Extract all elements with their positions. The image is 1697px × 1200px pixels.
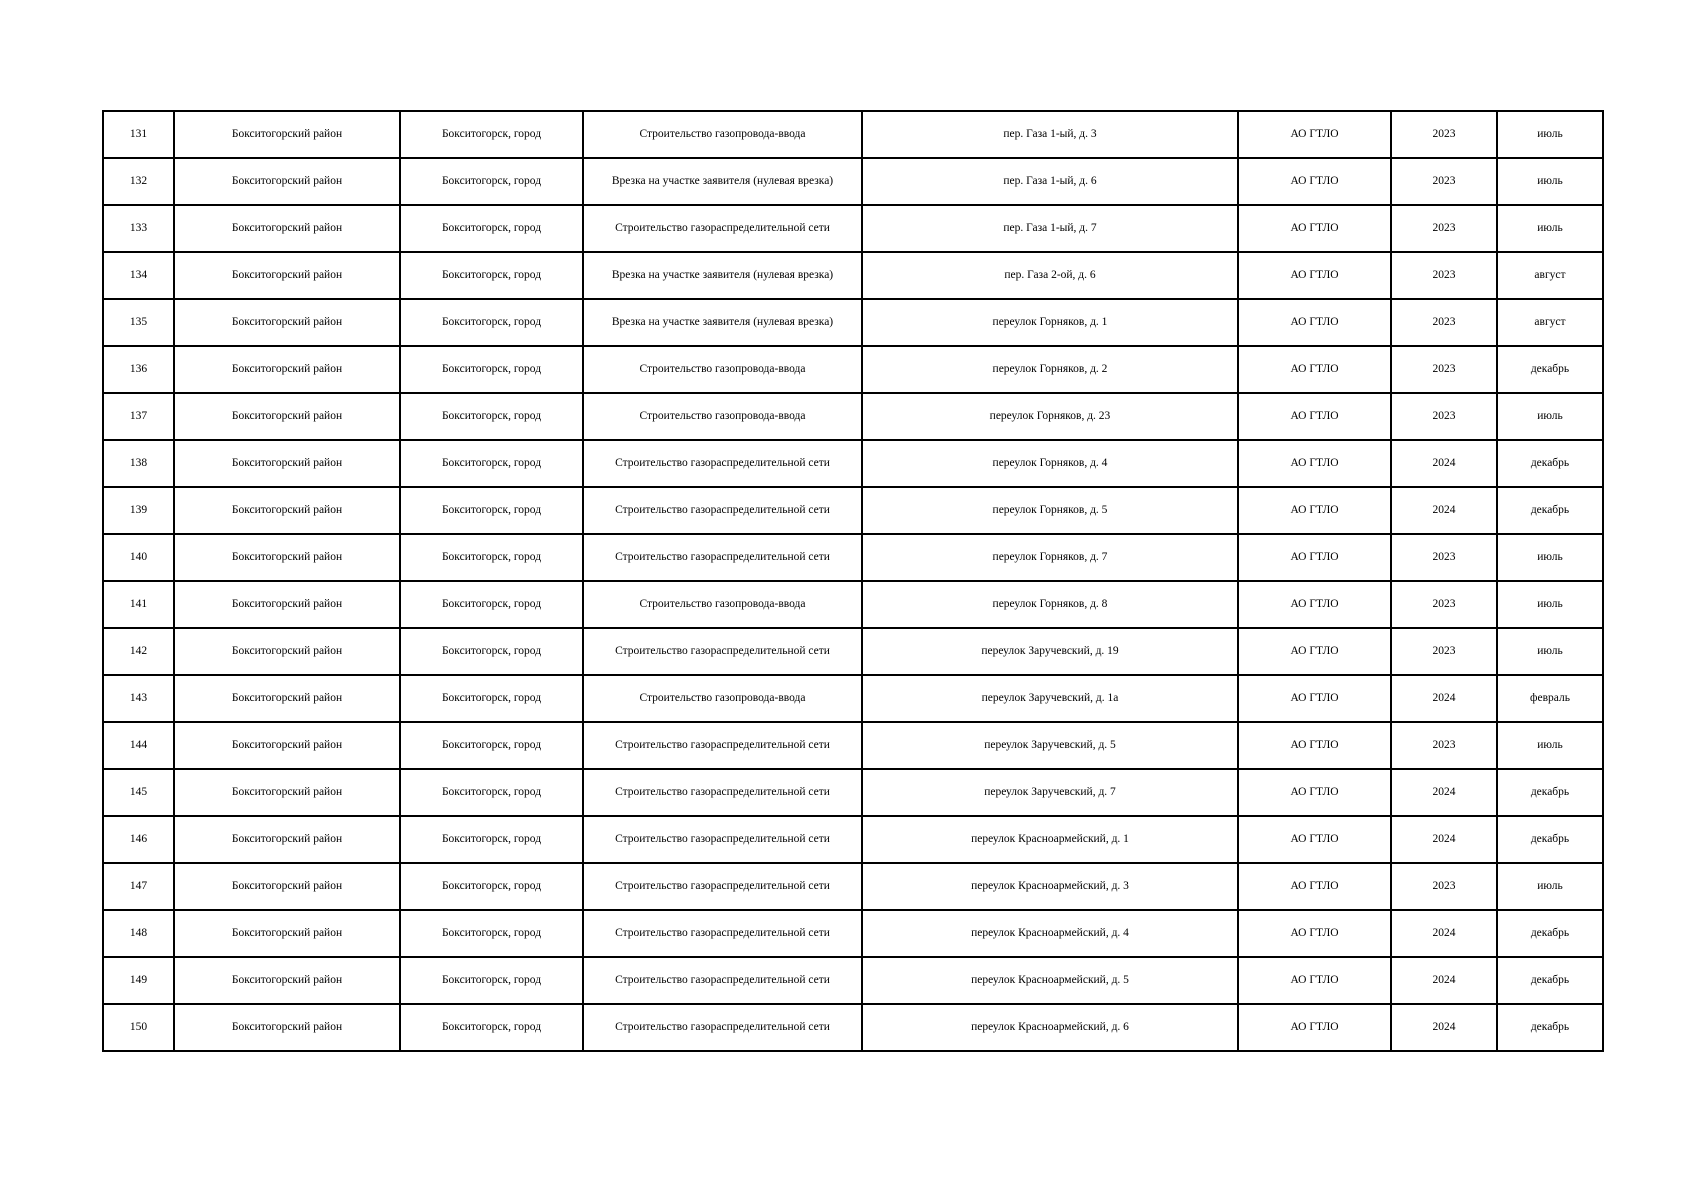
year-cell: 2024 (1391, 1004, 1497, 1051)
year-cell: 2024 (1391, 675, 1497, 722)
table-row (103, 722, 1603, 769)
row-number-cell: 142 (103, 628, 174, 675)
address-cell: пер. Газа 1-ый, д. 7 (862, 205, 1238, 252)
table-row (103, 675, 1603, 722)
row-number-cell: 147 (103, 863, 174, 910)
row-number-cell: 144 (103, 722, 174, 769)
organization-cell: АО ГТЛО (1238, 722, 1391, 769)
work-type-cell: Строительство газопровода-ввода (583, 111, 862, 158)
district-cell: Бокситогорский район (174, 252, 400, 299)
month-cell: декабрь (1497, 910, 1603, 957)
year-cell: 2024 (1391, 816, 1497, 863)
district-cell: Бокситогорский район (174, 863, 400, 910)
address-cell: переулок Красноармейский, д. 4 (862, 910, 1238, 957)
district-cell: Бокситогорский район (174, 393, 400, 440)
district-cell: Бокситогорский район (174, 299, 400, 346)
month-cell: июль (1497, 863, 1603, 910)
work-type-cell: Строительство газораспределительной сети (583, 1004, 862, 1051)
month-cell: декабрь (1497, 487, 1603, 534)
organization-cell: АО ГТЛО (1238, 252, 1391, 299)
organization-cell: АО ГТЛО (1238, 910, 1391, 957)
table-row (103, 205, 1603, 252)
row-number-cell: 131 (103, 111, 174, 158)
month-cell: июль (1497, 205, 1603, 252)
organization-cell: АО ГТЛО (1238, 158, 1391, 205)
year-cell: 2023 (1391, 205, 1497, 252)
address-cell: переулок Заручевский, д. 1а (862, 675, 1238, 722)
row-number-cell: 145 (103, 769, 174, 816)
table-row (103, 581, 1603, 628)
district-cell: Бокситогорский район (174, 205, 400, 252)
table-row (103, 769, 1603, 816)
month-cell: декабрь (1497, 816, 1603, 863)
row-number-cell: 149 (103, 957, 174, 1004)
work-type-cell: Строительство газораспределительной сети (583, 440, 862, 487)
address-cell: переулок Горняков, д. 4 (862, 440, 1238, 487)
work-type-cell: Строительство газопровода-ввода (583, 675, 862, 722)
address-cell: переулок Горняков, д. 2 (862, 346, 1238, 393)
district-cell: Бокситогорский район (174, 581, 400, 628)
table-row (103, 957, 1603, 1004)
work-type-cell: Строительство газораспределительной сети (583, 769, 862, 816)
table-row (103, 393, 1603, 440)
month-cell: июль (1497, 393, 1603, 440)
organization-cell: АО ГТЛО (1238, 816, 1391, 863)
year-cell: 2023 (1391, 863, 1497, 910)
year-cell: 2023 (1391, 722, 1497, 769)
locality-cell: Бокситогорск, город (400, 487, 583, 534)
organization-cell: АО ГТЛО (1238, 487, 1391, 534)
address-cell: пер. Газа 1-ый, д. 3 (862, 111, 1238, 158)
table-row (103, 299, 1603, 346)
address-cell: переулок Горняков, д. 8 (862, 581, 1238, 628)
address-cell: переулок Заручевский, д. 19 (862, 628, 1238, 675)
work-type-cell: Строительство газораспределительной сети (583, 722, 862, 769)
month-cell: декабрь (1497, 769, 1603, 816)
work-type-cell: Врезка на участке заявителя (нулевая врезка) (583, 299, 862, 346)
address-cell: переулок Красноармейский, д. 1 (862, 816, 1238, 863)
address-cell: пер. Газа 2-ой, д. 6 (862, 252, 1238, 299)
district-cell: Бокситогорский район (174, 675, 400, 722)
organization-cell: АО ГТЛО (1238, 111, 1391, 158)
table-row (103, 487, 1603, 534)
organization-cell: АО ГТЛО (1238, 393, 1391, 440)
organization-cell: АО ГТЛО (1238, 628, 1391, 675)
work-type-cell: Врезка на участке заявителя (нулевая врезка) (583, 252, 862, 299)
month-cell: июль (1497, 111, 1603, 158)
district-cell: Бокситогорский район (174, 769, 400, 816)
row-number-cell: 138 (103, 440, 174, 487)
district-cell: Бокситогорский район (174, 816, 400, 863)
table-body (103, 111, 1603, 1051)
locality-cell: Бокситогорск, город (400, 111, 583, 158)
address-cell: переулок Горняков, д. 7 (862, 534, 1238, 581)
address-cell: переулок Горняков, д. 23 (862, 393, 1238, 440)
year-cell: 2023 (1391, 111, 1497, 158)
month-cell: июль (1497, 628, 1603, 675)
locality-cell: Бокситогорск, город (400, 1004, 583, 1051)
month-cell: июль (1497, 722, 1603, 769)
locality-cell: Бокситогорск, город (400, 722, 583, 769)
locality-cell: Бокситогорск, город (400, 299, 583, 346)
month-cell: июль (1497, 158, 1603, 205)
locality-cell: Бокситогорск, город (400, 581, 583, 628)
organization-cell: АО ГТЛО (1238, 675, 1391, 722)
organization-cell: АО ГТЛО (1238, 957, 1391, 1004)
locality-cell: Бокситогорск, город (400, 816, 583, 863)
address-cell: переулок Горняков, д. 1 (862, 299, 1238, 346)
address-cell: переулок Заручевский, д. 7 (862, 769, 1238, 816)
table-row (103, 111, 1603, 158)
organization-cell: АО ГТЛО (1238, 205, 1391, 252)
row-number-cell: 146 (103, 816, 174, 863)
table-row (103, 440, 1603, 487)
work-type-cell: Строительство газораспределительной сети (583, 205, 862, 252)
district-cell: Бокситогорский район (174, 440, 400, 487)
work-type-cell: Строительство газораспределительной сети (583, 957, 862, 1004)
month-cell: август (1497, 252, 1603, 299)
row-number-cell: 148 (103, 910, 174, 957)
year-cell: 2023 (1391, 628, 1497, 675)
table-row (103, 910, 1603, 957)
year-cell: 2024 (1391, 957, 1497, 1004)
locality-cell: Бокситогорск, город (400, 440, 583, 487)
work-type-cell: Врезка на участке заявителя (нулевая врезка) (583, 158, 862, 205)
district-cell: Бокситогорский район (174, 957, 400, 1004)
work-type-cell: Строительство газопровода-ввода (583, 581, 862, 628)
table-row (103, 863, 1603, 910)
district-cell: Бокситогорский район (174, 158, 400, 205)
district-cell: Бокситогорский район (174, 346, 400, 393)
work-type-cell: Строительство газораспределительной сети (583, 816, 862, 863)
district-cell: Бокситогорский район (174, 534, 400, 581)
table-row (103, 158, 1603, 205)
row-number-cell: 141 (103, 581, 174, 628)
gasification-schedule-table (102, 110, 1604, 1052)
row-number-cell: 134 (103, 252, 174, 299)
work-type-cell: Строительство газопровода-ввода (583, 393, 862, 440)
district-cell: Бокситогорский район (174, 1004, 400, 1051)
month-cell: декабрь (1497, 1004, 1603, 1051)
month-cell: июль (1497, 534, 1603, 581)
year-cell: 2023 (1391, 299, 1497, 346)
work-type-cell: Строительство газопровода-ввода (583, 346, 862, 393)
table-row (103, 816, 1603, 863)
row-number-cell: 137 (103, 393, 174, 440)
organization-cell: АО ГТЛО (1238, 863, 1391, 910)
locality-cell: Бокситогорск, город (400, 675, 583, 722)
table-row (103, 534, 1603, 581)
work-type-cell: Строительство газораспределительной сети (583, 863, 862, 910)
district-cell: Бокситогорский район (174, 628, 400, 675)
work-type-cell: Строительство газораспределительной сети (583, 487, 862, 534)
year-cell: 2023 (1391, 581, 1497, 628)
address-cell: переулок Красноармейский, д. 5 (862, 957, 1238, 1004)
locality-cell: Бокситогорск, город (400, 534, 583, 581)
district-cell: Бокситогорский район (174, 910, 400, 957)
address-cell: переулок Заручевский, д. 5 (862, 722, 1238, 769)
organization-cell: АО ГТЛО (1238, 346, 1391, 393)
address-cell: пер. Газа 1-ый, д. 6 (862, 158, 1238, 205)
address-cell: переулок Красноармейский, д. 6 (862, 1004, 1238, 1051)
work-type-cell: Строительство газораспределительной сети (583, 534, 862, 581)
month-cell: декабрь (1497, 957, 1603, 1004)
district-cell: Бокситогорский район (174, 487, 400, 534)
year-cell: 2023 (1391, 534, 1497, 581)
year-cell: 2024 (1391, 910, 1497, 957)
month-cell: февраль (1497, 675, 1603, 722)
address-cell: переулок Красноармейский, д. 3 (862, 863, 1238, 910)
locality-cell: Бокситогорск, город (400, 957, 583, 1004)
month-cell: июль (1497, 581, 1603, 628)
table-row (103, 346, 1603, 393)
organization-cell: АО ГТЛО (1238, 299, 1391, 346)
row-number-cell: 133 (103, 205, 174, 252)
organization-cell: АО ГТЛО (1238, 440, 1391, 487)
organization-cell: АО ГТЛО (1238, 581, 1391, 628)
year-cell: 2024 (1391, 487, 1497, 534)
organization-cell: АО ГТЛО (1238, 534, 1391, 581)
work-type-cell: Строительство газораспределительной сети (583, 910, 862, 957)
year-cell: 2023 (1391, 393, 1497, 440)
year-cell: 2024 (1391, 769, 1497, 816)
table-row (103, 1004, 1603, 1051)
locality-cell: Бокситогорск, город (400, 252, 583, 299)
locality-cell: Бокситогорск, город (400, 393, 583, 440)
row-number-cell: 135 (103, 299, 174, 346)
row-number-cell: 136 (103, 346, 174, 393)
row-number-cell: 140 (103, 534, 174, 581)
organization-cell: АО ГТЛО (1238, 769, 1391, 816)
address-cell: переулок Горняков, д. 5 (862, 487, 1238, 534)
locality-cell: Бокситогорск, город (400, 346, 583, 393)
month-cell: декабрь (1497, 440, 1603, 487)
table-row (103, 628, 1603, 675)
row-number-cell: 139 (103, 487, 174, 534)
locality-cell: Бокситогорск, город (400, 205, 583, 252)
organization-cell: АО ГТЛО (1238, 1004, 1391, 1051)
year-cell: 2024 (1391, 440, 1497, 487)
locality-cell: Бокситогорск, город (400, 910, 583, 957)
work-type-cell: Строительство газораспределительной сети (583, 628, 862, 675)
locality-cell: Бокситогорск, город (400, 769, 583, 816)
locality-cell: Бокситогорск, город (400, 628, 583, 675)
locality-cell: Бокситогорск, город (400, 158, 583, 205)
row-number-cell: 132 (103, 158, 174, 205)
year-cell: 2023 (1391, 158, 1497, 205)
row-number-cell: 150 (103, 1004, 174, 1051)
locality-cell: Бокситогорск, город (400, 863, 583, 910)
district-cell: Бокситогорский район (174, 722, 400, 769)
district-cell: Бокситогорский район (174, 111, 400, 158)
year-cell: 2023 (1391, 252, 1497, 299)
month-cell: декабрь (1497, 346, 1603, 393)
year-cell: 2023 (1391, 346, 1497, 393)
month-cell: август (1497, 299, 1603, 346)
row-number-cell: 143 (103, 675, 174, 722)
table-row (103, 252, 1603, 299)
